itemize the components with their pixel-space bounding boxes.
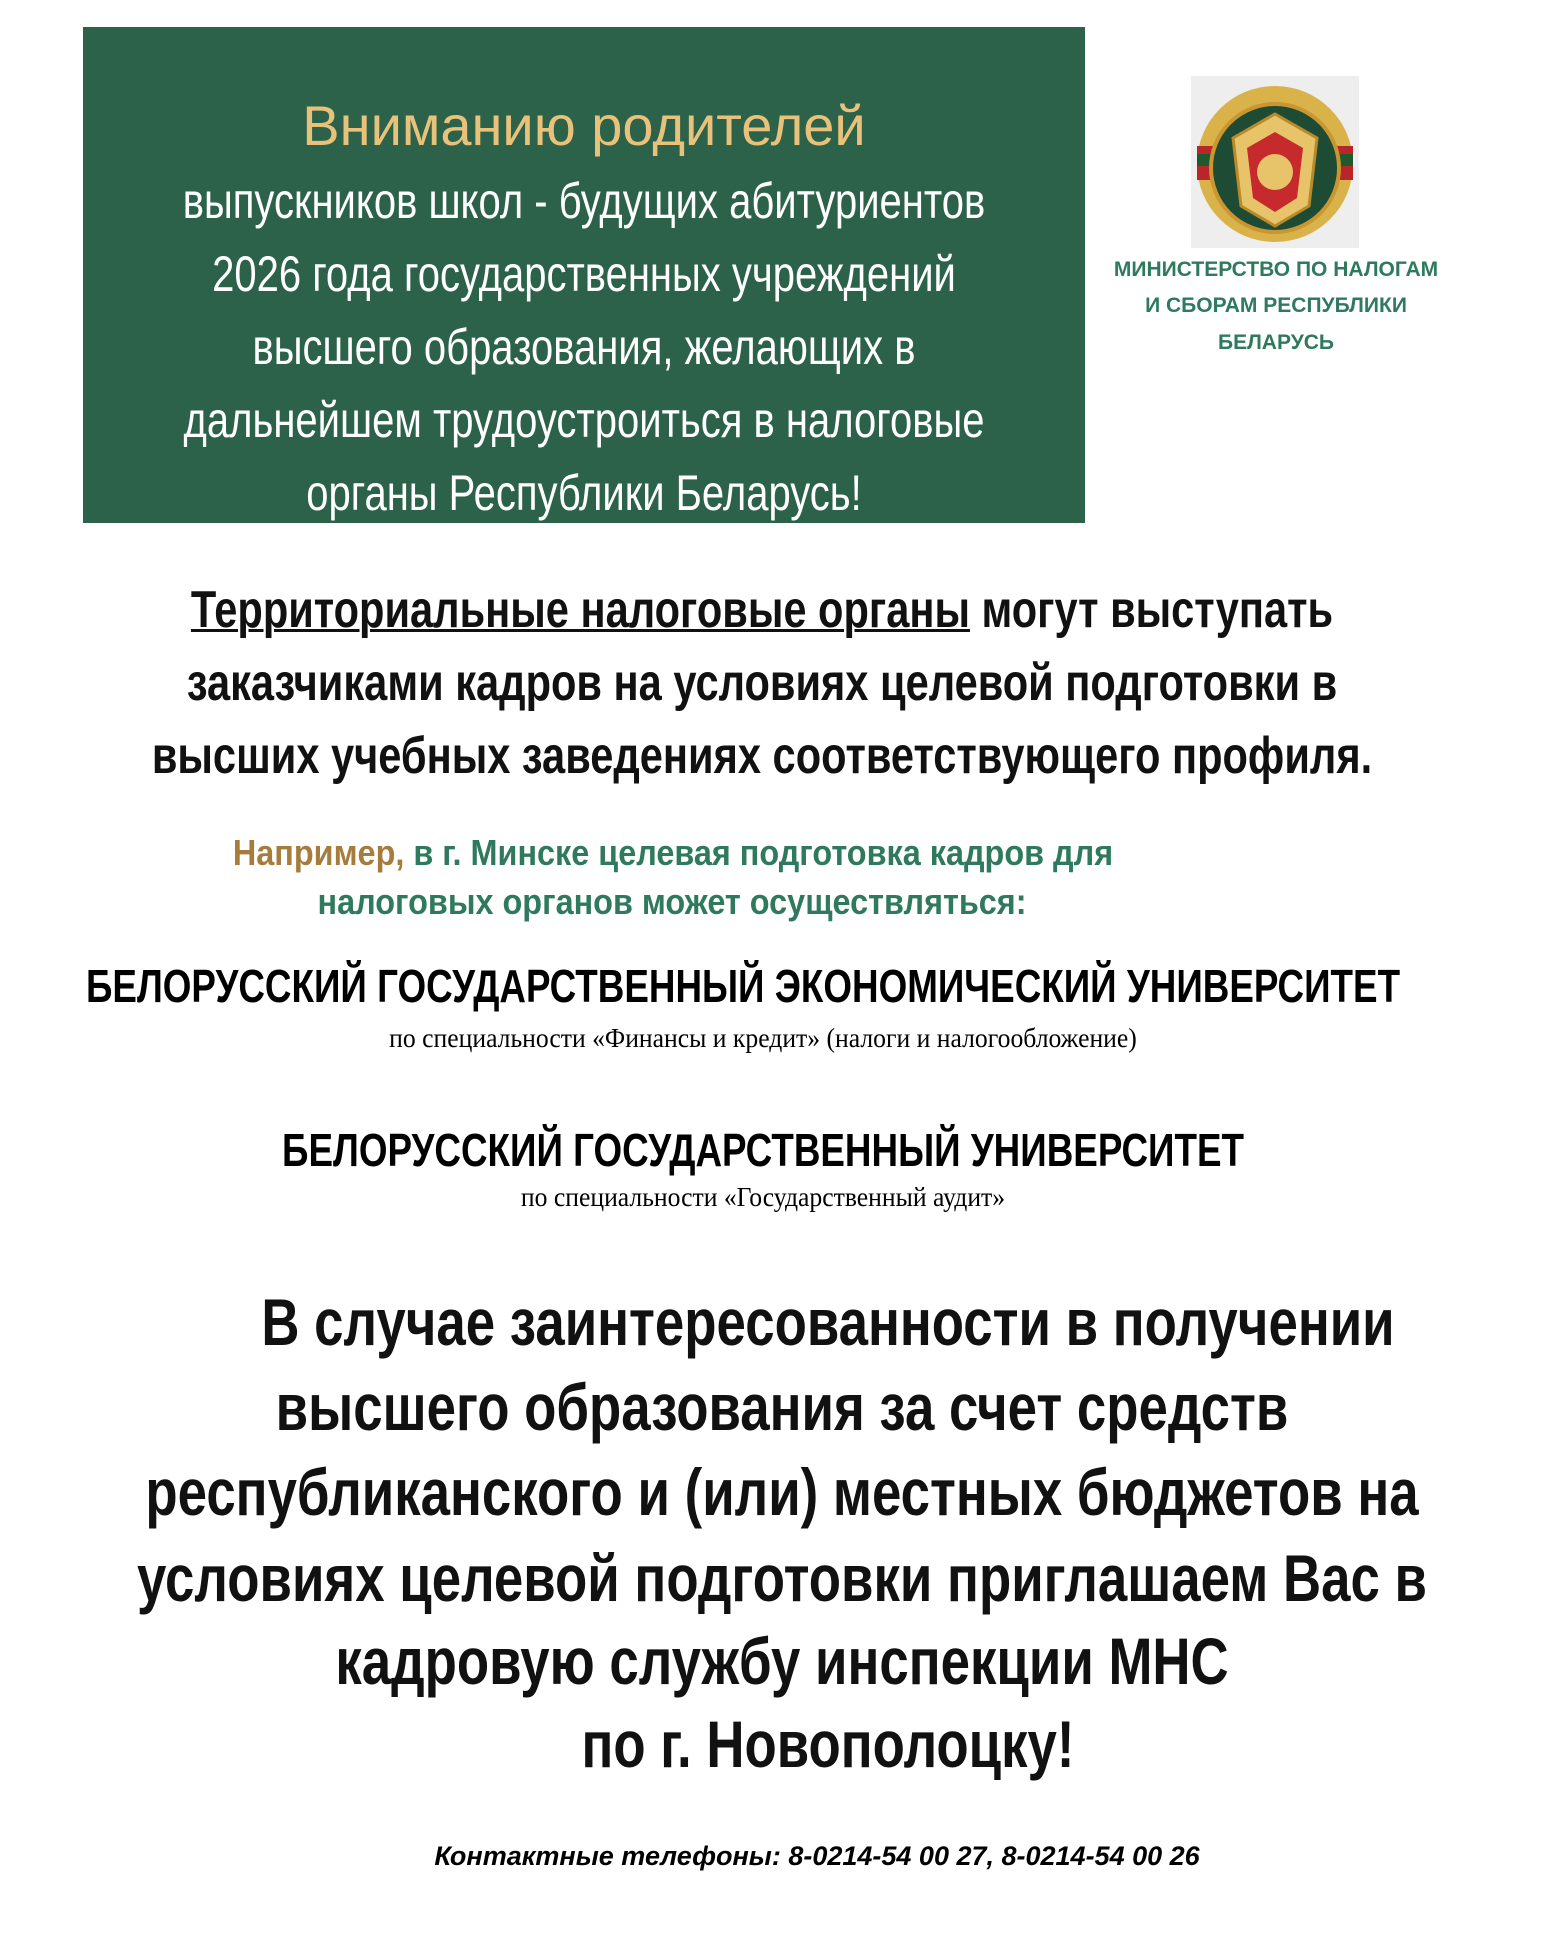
intro-line: высших учебных заведениях соответствующего профиля. [151,727,1373,785]
invitation-line: по г. Новополоцку! [581,1707,1075,1781]
intro-underlined: Территориальные налоговые органы [190,581,970,639]
example-text: в г. Минске целевая подготовка кадров для [404,832,1114,873]
invitation-line: высшего образования за счет средств [275,1370,1289,1444]
intro-line: заказчиками кадров на условиях целевой подготовки в [186,654,1338,712]
university-name: БЕЛОРУССКИЙ ГОСУДАРСТВЕННЫЙ УНИВЕРСИТЕТ [282,1124,1244,1176]
invitation-line: условиях целевой подготовки приглашаем Вас в [136,1541,1428,1615]
ministry-name-line: БЕЛАРУСЬ [1217,331,1335,354]
university-specialty: по специальности «Финансы и кредит» (налоги и налогообложение) [389,1023,1137,1053]
invitation-line: республиканского и (или) местных бюджетов на [145,1455,1419,1529]
example-lead: Например, [232,832,405,873]
example-line [232,832,1114,873]
example-line: налоговых органов может осуществляться: [317,881,1027,922]
invitation-line: В случае заинтересованности в получении [261,1285,1395,1359]
invitation-line: кадровую службу инспекции МНС [335,1624,1229,1698]
banner-line: выпускников школ - будущих абитуриентов [182,173,986,229]
intro-line [190,581,1334,639]
banner-line: дальнейшем трудоустроиться в налоговые [183,392,985,448]
ministry-emblem-icon [1191,76,1359,248]
university-specialty: по специальности «Государственный аудит» [520,1182,1006,1212]
ministry-name-line: И СБОРАМ РЕСПУБЛИКИ [1145,294,1407,317]
university-name: БЕЛОРУССКИЙ ГОСУДАРСТВЕННЫЙ ЭКОНОМИЧЕСКИЙ УНИВЕРСИТЕТ [85,960,1401,1012]
banner-title: Вниманию родителей [302,94,866,157]
banner-line: 2026 года государственных учреждений [212,246,956,302]
banner-line: органы Республики Беларусь! [306,465,862,521]
ministry-name-line: МИНИСТЕРСТВО ПО НАЛОГАМ [1113,258,1439,281]
intro-text: могут выступать [969,581,1334,639]
contact-phones: Контактные телефоны: 8-0214-54 00 27, 8-0214-54 00 26 [434,1841,1200,1871]
banner-line: высшего образования, желающих в [252,319,916,375]
